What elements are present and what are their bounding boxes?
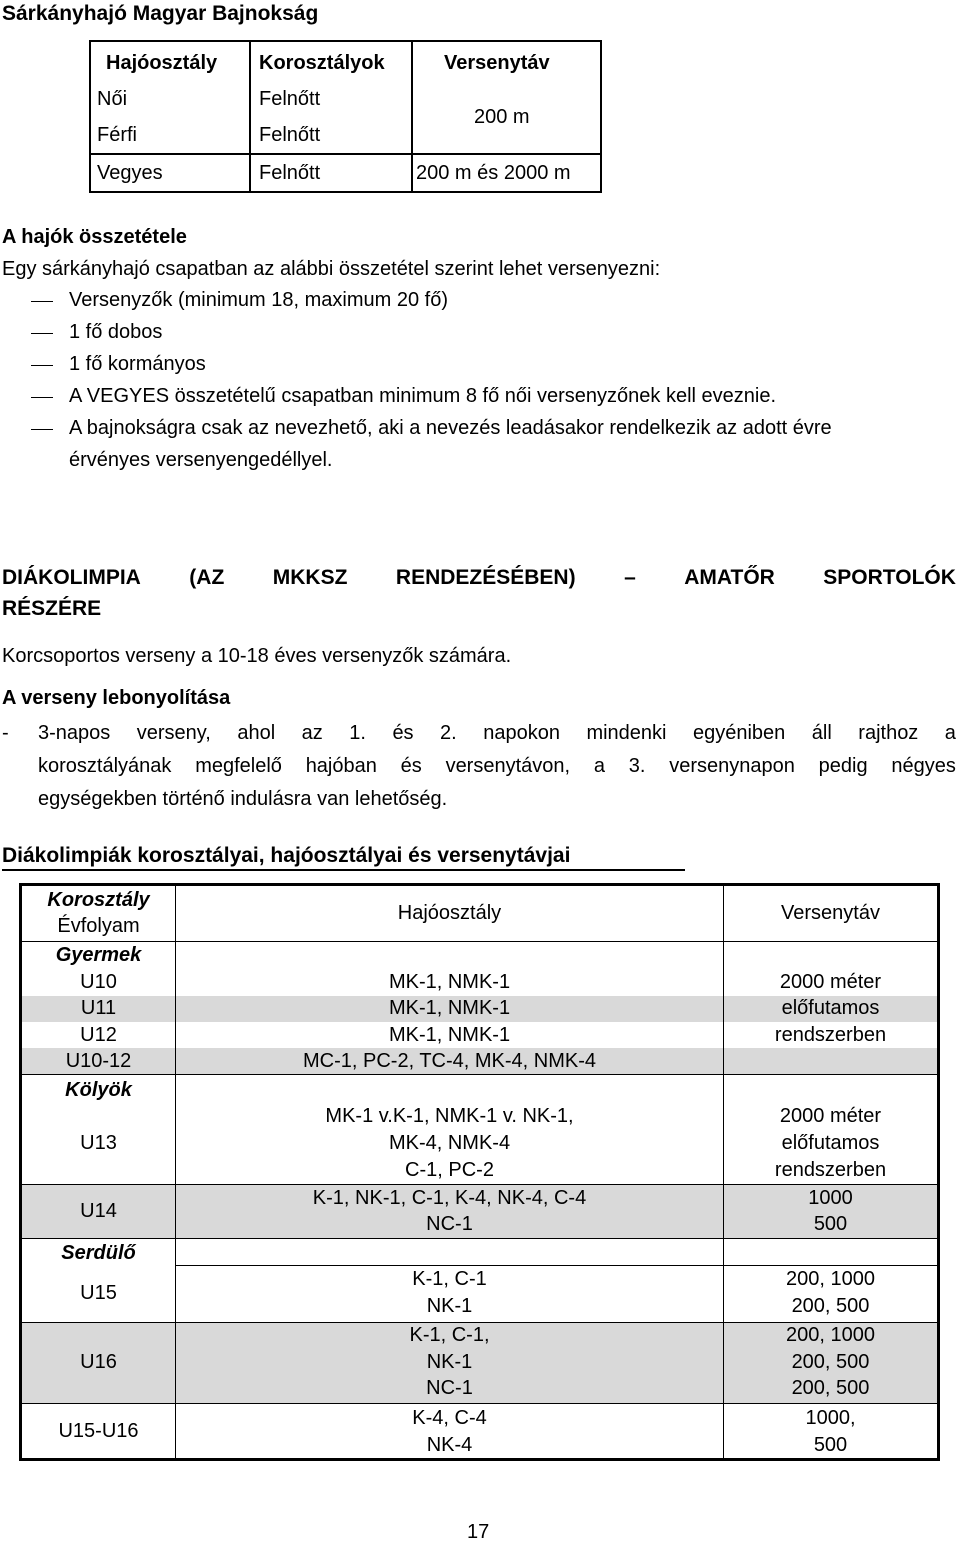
table2-header-hajoosztaly: Hajóosztály xyxy=(397,902,502,924)
boat-cell: MK-1, NMK-1 xyxy=(388,971,511,993)
boat-cell: K-1, NK-1, C-1, K-4, NK-4, C-4 xyxy=(312,1187,587,1209)
distance-cell: rendszerben xyxy=(774,1159,887,1181)
table1-cell: Felnőtt xyxy=(259,162,321,184)
age-cell: U11 xyxy=(80,997,117,1019)
age-cell: U14 xyxy=(80,1200,117,1222)
age-cell: U10 xyxy=(80,971,117,993)
group-serdulo: Serdülő xyxy=(61,1242,136,1264)
table1-header-korosztalyok: Korosztályok xyxy=(259,52,385,74)
distance-cell: 2000 méter xyxy=(779,1105,882,1127)
group-gyermek: Gyermek xyxy=(55,944,142,966)
table2-header-evfolyam: Évfolyam xyxy=(57,915,140,937)
age-cell: U15 xyxy=(80,1282,117,1304)
table1-cell: Férfi xyxy=(97,124,137,146)
composition-item: A bajnokságra csak az nevezhető, aki a nevezés leadásakor rendelkezik az adott évre xyxy=(69,417,832,439)
boat-cell: MK-4, NMK-4 xyxy=(388,1132,511,1154)
boat-cell: NC-1 xyxy=(426,1213,473,1235)
composition-intro: Egy sárkányhajó csapatban az alábbi összetétel szerint lehet versenyezni: xyxy=(2,258,661,280)
para-line2: korosztályának megfelelő hajóban és versenytávon, a 3. versenynapon pedig négyes xyxy=(38,755,956,777)
boat-cell: C-1, PC-2 xyxy=(405,1159,494,1181)
age-cell: U12 xyxy=(80,1024,117,1046)
distance-cell: rendszerben xyxy=(774,1024,887,1046)
table1-cell: Felnőtt xyxy=(259,124,321,146)
boat-cell: MK-1, NMK-1 xyxy=(388,997,511,1019)
table1-cell: 200 m és 2000 m xyxy=(416,162,571,184)
distance-cell: 200, 500 xyxy=(791,1295,870,1317)
dash-bullet xyxy=(31,429,53,430)
age-cell: U10-12 xyxy=(65,1050,132,1072)
boat-cell: NK-1 xyxy=(426,1295,473,1317)
para-line3: egységekben történő indulásra van lehetőség. xyxy=(38,788,448,810)
boat-cell: MC-1, PC-2, TC-4, MK-4, NMK-4 xyxy=(303,1050,596,1072)
table1-merged-distance: 200 m xyxy=(474,106,530,128)
table2-header-versenytav: Versenytáv xyxy=(781,902,880,924)
age-cell: U16 xyxy=(80,1351,117,1373)
diak-subtitle: Korcsoportos verseny a 10-18 éves versenyzők számára. xyxy=(2,645,512,667)
age-cell: U15-U16 xyxy=(58,1420,139,1442)
table1-header-hajoosztaly: Hajóosztály xyxy=(106,52,218,74)
distance-cell: előfutamos xyxy=(781,997,880,1019)
para-dash: - xyxy=(2,722,9,744)
page-title: Sárkányhajó Magyar Bajnokság xyxy=(2,2,319,25)
table2-header-korosztaly: Korosztály xyxy=(47,889,150,911)
composition-item: A VEGYES összetételű csapatban minimum 8 fő női versenyzőnek kell eveznie. xyxy=(69,385,777,407)
dash-bullet xyxy=(31,333,53,334)
boat-cell: K-4, C-4 xyxy=(412,1407,487,1429)
boat-cell: K-1, C-1 xyxy=(412,1268,487,1290)
page-number: 17 xyxy=(467,1521,490,1543)
boat-cell: NK-4 xyxy=(426,1434,473,1456)
para-line1: 3-napos verseny, ahol az 1. és 2. napokon mindenki egyéniben áll rajthoz a xyxy=(38,722,956,744)
dash-bullet xyxy=(31,397,53,398)
table1-cell: Vegyes xyxy=(97,162,163,184)
heading-underline xyxy=(2,869,685,871)
distance-cell: 200, 500 xyxy=(791,1377,870,1399)
table1-cell: Felnőtt xyxy=(259,88,321,110)
lebony-heading: A verseny lebonyolítása xyxy=(2,687,231,709)
boat-cell: K-1, C-1, xyxy=(409,1324,490,1346)
distance-cell: 500 xyxy=(813,1434,848,1456)
table1-cell: Női xyxy=(97,88,128,110)
boat-cell: MK-1 v.K-1, NMK-1 v. NK-1, xyxy=(325,1105,574,1127)
diak-heading: DIÁKOLIMPIA (AZ MKKSZ RENDEZÉSÉBEN) – AMATŐR SPORTOLÓK xyxy=(2,566,956,589)
distance-cell: 200, 1000 xyxy=(786,1268,875,1290)
boat-cell: MK-1, NMK-1 xyxy=(388,1024,511,1046)
boat-cell: NK-1 xyxy=(426,1351,473,1373)
distance-cell: 200, 1000 xyxy=(786,1324,875,1346)
age-cell: U13 xyxy=(80,1132,117,1154)
distance-cell: előfutamos xyxy=(781,1132,880,1154)
distance-cell: 2000 méter xyxy=(779,971,882,993)
composition-item: Versenyzők (minimum 18, maximum 20 fő) xyxy=(69,289,449,311)
group-kolyok: Kölyök xyxy=(65,1079,132,1101)
boat-cell: NC-1 xyxy=(426,1377,473,1399)
composition-item: 1 fő dobos xyxy=(69,321,163,343)
table1-header-versenytav: Versenytáv xyxy=(444,52,550,74)
dash-bullet xyxy=(31,365,53,366)
composition-item: érvényes versenyengedéllyel. xyxy=(69,449,333,471)
composition-heading: A hajók összetétele xyxy=(2,226,187,248)
distance-cell: 1000, xyxy=(805,1407,856,1429)
dash-bullet xyxy=(31,301,53,302)
table2-heading: Diákolimpiák korosztályai, hajóosztályai és versenytávjai xyxy=(2,844,571,867)
distance-cell: 500 xyxy=(813,1213,848,1235)
distance-cell: 1000 xyxy=(808,1187,853,1209)
diak-heading-line2: RÉSZÉRE xyxy=(2,597,102,620)
distance-cell: 200, 500 xyxy=(791,1351,870,1373)
composition-item: 1 fő kormányos xyxy=(69,353,206,375)
